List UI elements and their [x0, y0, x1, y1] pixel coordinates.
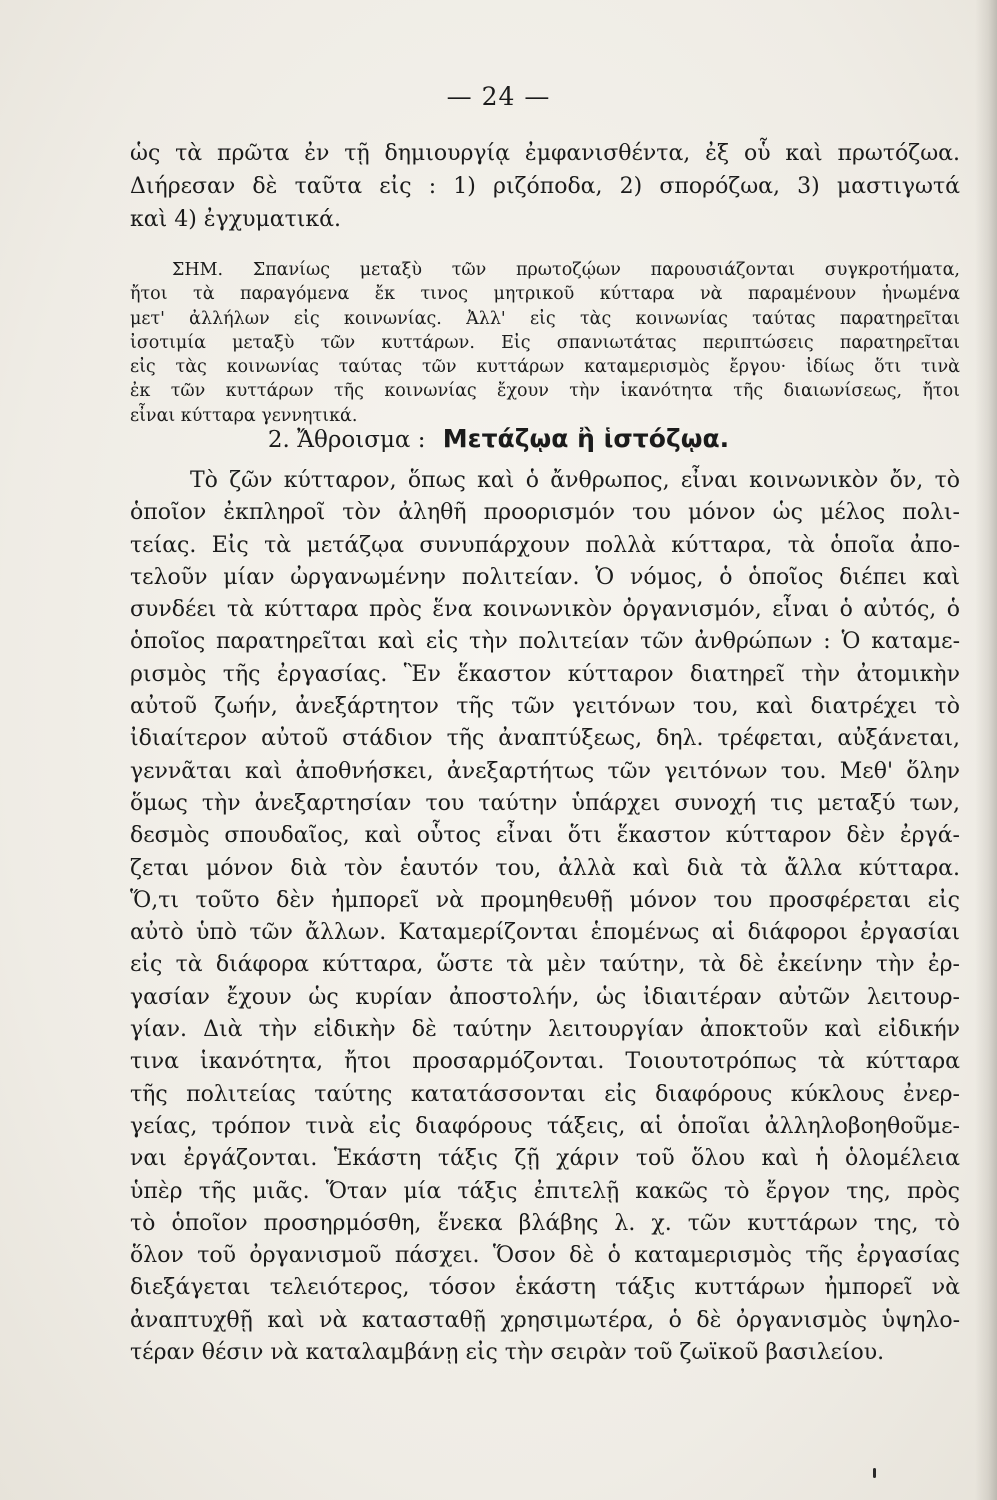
text-line: τέραν θέσιν νὰ καταλαμβάνῃ εἰς τὴν σειρὰν τοῦ ζωϊκοῦ βασιλείου. — [130, 1340, 885, 1366]
text-line: τῆς πολιτείας ταύτης κατατάσσονται εἰς διαφόρους κύκλους ἐνερ- — [130, 1081, 960, 1107]
text-line: Τὸ ζῶν κύτταρον, ὅπως καὶ ὁ ἄνθρωπος, εἶναι κοινωνικὸν ὄν, τὸ — [190, 468, 960, 493]
text-line: τὸ ὁποῖον προσηρμόσθη, ἕνεκα βλάβης λ. χ. τῶν κυττάρων της, τὸ — [130, 1210, 960, 1236]
text-line: εἰς τὰ διάφορα κύτταρα, ὥστε τὰ μὲν ταύτην, τὰ δὲ ἐκείνην τὴν ἐρ- — [130, 952, 960, 978]
text-line: γείας, τρόπον τινὰ εἰς διαφόρους τάξεις, αἱ ὁποῖαι ἀλληλοβοηθοῦμε- — [130, 1113, 960, 1139]
text-line: καὶ 4) ἐγχυματικά. — [130, 207, 342, 232]
text-line: ὁποῖος παρατηρεῖται καὶ εἰς τὴν πολιτείαν τῶν ἀνθρώπων : Ὁ καταμε- — [130, 629, 960, 655]
text-line: ὅλον τοῦ ὀργανισμοῦ πάσχει. Ὅσον δὲ ὁ καταμερισμὸς τῆς ἐργασίας — [130, 1243, 960, 1269]
text-line: τείας. Εἰς τὰ μετάζῳα συνυπάρχουν πολλὰ κύτταρα, τὰ ὁποῖα ἀπο- — [130, 532, 960, 558]
page-number: — 24 — — [446, 82, 551, 111]
text-line: ὅμως τὴν ἀνεξαρτησίαν του ταύτην ὑπάρχει συνοχή τις μεταξύ των, — [130, 790, 960, 816]
note-paragraph — [130, 258, 960, 428]
text-line: γίαν. Διὰ τὴν εἰδικὴν δὲ ταύτην λειτουργίαν ἀποκτοῦν καὶ εἰδικήν — [130, 1017, 960, 1043]
text-line: αὐτοῦ ζωήν, ἀνεξάρτητον τῆς τῶν γειτόνων του, καὶ διατρέχει τὸ — [130, 694, 960, 720]
text-line: Ὅ,τι τοῦτο δὲν ἠμπορεῖ νὰ προμηθευθῇ μόνον του προσφέρεται εἰς — [130, 887, 960, 913]
text-line: διεξάγεται τελειότερος, τόσον ἑκάστη τάξις κυττάρων ἠμπορεῖ νὰ — [130, 1275, 960, 1301]
page-edge-shadow — [975, 0, 997, 1500]
text-line: ΣΗΜ. Σπανίως μεταξὺ τῶν πρωτοζῴων παρουσιάζονται συγκροτήματα, — [172, 260, 960, 280]
text-line: δεσμὸς σπουδαῖος, καὶ οὗτος εἶναι ὅτι ἕκαστον κύτταρον δὲν ἐργά- — [130, 823, 960, 849]
section-heading-title: Μετάζῳα ἢ ἱστόζῳα. — [442, 424, 730, 453]
text-line: τινα ἱκανότητα, ἤτοι προσαρμόζονται. Τοιουτοτρόπως τὰ κύτταρα — [130, 1049, 960, 1075]
text-line: γασίαν ἔχουν ὡς κυρίαν ἀποστολήν, ὡς ἰδιαιτέραν αὐτῶν λειτουρ- — [130, 984, 960, 1010]
text-line: γεννᾶται καὶ ἀποθνήσκει, ἀνεξαρτήτως τῶν γειτόνων του. Μεθ' ὅλην — [130, 758, 960, 784]
text-line: ὑπὲρ τῆς μιᾶς. Ὅταν μία τάξις ἐπιτελῇ κακῶς τὸ ἔργον της, πρὸς — [130, 1178, 960, 1204]
text-line: ὁποῖον ἐκπληροῖ τὸν ἀληθῆ προορισμόν του μόνον ὡς μέλος πολι- — [130, 500, 960, 526]
text-line: ἰδιαίτερον αὐτοῦ στάδιον τῆς ἀναπτύξεως, δηλ. τρέφεται, αὐξάνεται, — [130, 726, 960, 752]
body-paragraph — [130, 465, 960, 1369]
text-line: ζεται μόνον διὰ τὸν ἑαυτόν του, ἀλλὰ καὶ διὰ τὰ ἄλλα κύτταρα. — [130, 855, 960, 881]
text-line: ἐκ τῶν κυττάρων τῆς κοινωνίας ἔχουν τὴν ἱκανότητα τῆς διαιωνίσεως, ἤτοι — [130, 381, 960, 402]
text-line: συνδέει τὰ κύτταρα πρὸς ἕνα κοινωνικὸν ὀργανισμόν, εἶναι ὁ αὐτός, ὁ — [130, 597, 960, 623]
ink-speck — [873, 1468, 876, 1478]
section-heading-prefix: 2. Ἄθροισμα : — [267, 427, 426, 453]
text-line: ἤτοι τὰ παραγόμενα ἔκ τινος μητρικοῦ κύτταρα νὰ παραμένουν ἡνωμένα — [130, 284, 960, 305]
text-line: μετ' ἀλλήλων εἰς κοινωνίας. Ἀλλ' εἰς τὰς κοινωνίας ταύτας παρατηρεῖται — [130, 308, 960, 329]
text-line: ἀναπτυχθῇ καὶ νὰ κατασταθῇ χρησιμωτέρα, ὁ δὲ ὀργανισμὸς ὑψηλο- — [130, 1307, 960, 1333]
text-line: ναι ἐργάζονται. Ἑκάστη τάξις ζῇ χάριν τοῦ ὅλου καὶ ἡ ὁλομέλεια — [130, 1146, 960, 1172]
text-line: ἰσοτιμία μεταξὺ τῶν κυττάρων. Εἰς σπανιωτάτας περιπτώσεις παρατηρεῖται — [130, 332, 960, 353]
text-line: αὐτὸ ὑπὸ τῶν ἄλλων. Καταμερίζονται ἑπομένως αἱ διάφοροι ἐργασίαι — [130, 920, 960, 946]
intro-paragraph — [130, 137, 960, 236]
text-line: ρισμὸς τῆς ἐργασίας. Ἓν ἕκαστον κύτταρον διατηρεῖ τὴν ἀτομικὴν — [130, 661, 960, 687]
section-heading — [0, 424, 997, 453]
text-line: Διήρεσαν δὲ ταῦτα εἰς : 1) ριζόποδα, 2) σπορόζωα, 3) μαστιγωτά — [130, 174, 960, 199]
text-line: τελοῦν μίαν ὠργανωμένην πολιτείαν. Ὁ νόμος, ὁ ὁποῖος διέπει καὶ — [130, 564, 960, 590]
text-line: εἰς τὰς κοινωνίας ταύτας τῶν κυττάρων καταμερισμὸς ἔργου· ἰδίως ὅτι τινὰ — [130, 357, 960, 378]
text-line: εἶναι κύτταρα γεννητικά. — [130, 405, 358, 426]
text-line: ὡς τὰ πρῶτα ἐν τῇ δημιουργίᾳ ἐμφανισθέντα, ἐξ οὗ καὶ πρωτόζωα. — [130, 141, 960, 166]
